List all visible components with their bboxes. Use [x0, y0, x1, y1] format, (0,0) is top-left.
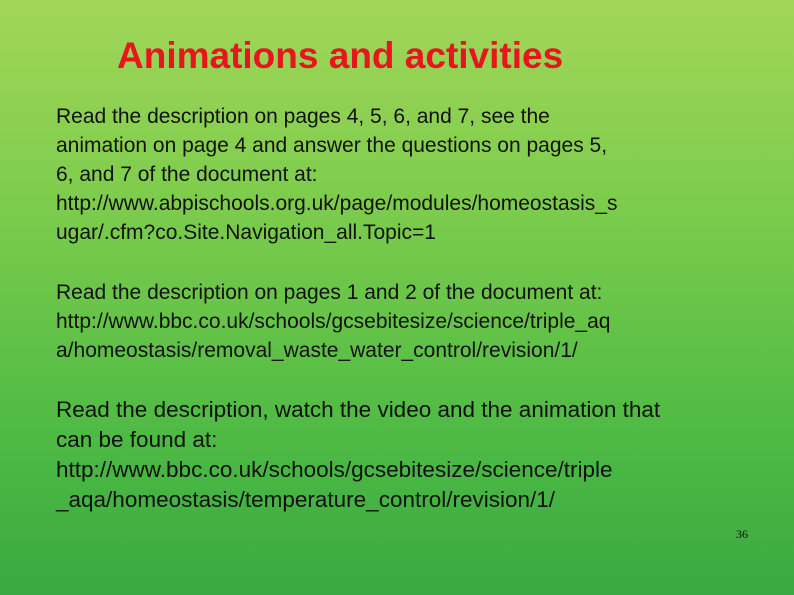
- page-number: 36: [736, 527, 748, 541]
- text-line: Read the description on pages 4, 5, 6, and 7, see the: [56, 105, 550, 128]
- paragraph-bbc-temperature: [56, 395, 768, 515]
- url-line: a/homeostasis/removal_waste_water_control/revision/1/: [56, 339, 578, 362]
- paragraph-abpi-sugar: [56, 102, 768, 248]
- text-line: animation on page 4 and answer the questions on pages 5,: [56, 134, 608, 157]
- text-line: can be found at:: [56, 427, 218, 452]
- url-line: http://www.abpischools.org.uk/page/modules/homeostasis_s: [56, 192, 618, 215]
- text-line: Read the description on pages 1 and 2 of the document at:: [56, 281, 603, 304]
- url-line: http://www.bbc.co.uk/schools/gcsebitesize/science/triple: [56, 457, 613, 482]
- url-line: http://www.bbc.co.uk/schools/gcsebitesize/science/triple_aq: [56, 310, 611, 333]
- url-line: ugar/.cfm?co.Site.Navigation_all.Topic=1: [56, 221, 436, 244]
- slide-title: Animations and activities: [117, 35, 564, 76]
- url-line: _aqa/homeostasis/temperature_control/revision/1/: [56, 487, 556, 512]
- text-line: 6, and 7 of the document at:: [56, 163, 318, 186]
- slide-content: [56, 102, 768, 515]
- text-line: Read the description, watch the video and the animation that: [56, 397, 661, 422]
- paragraph-bbc-waste-water: [56, 278, 768, 365]
